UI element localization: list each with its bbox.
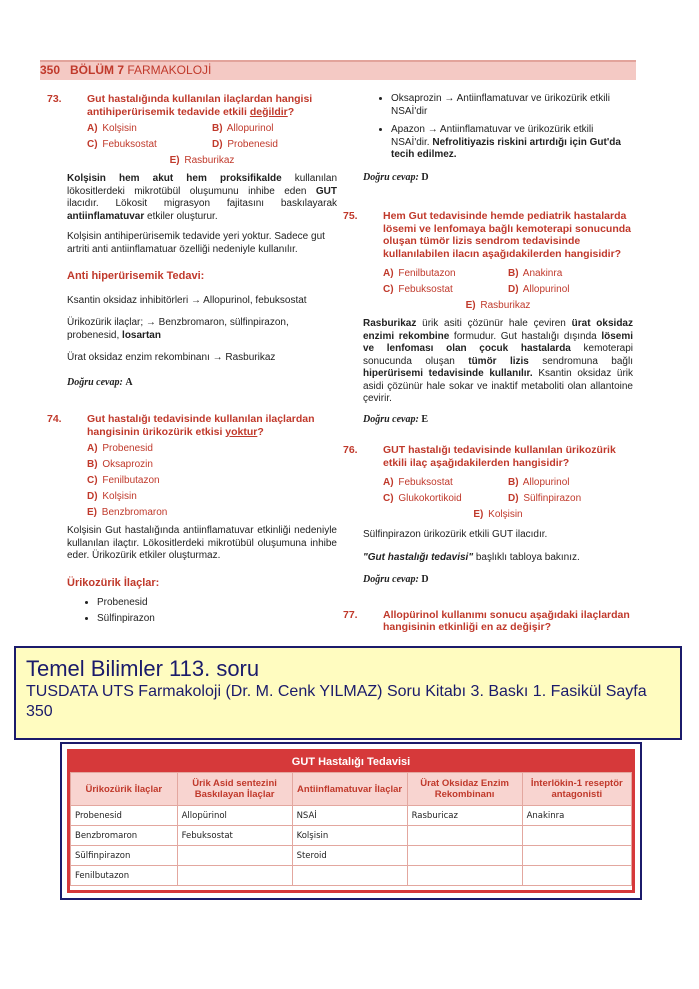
caption-source: TUSDATA UTS Farmakoloji (Dr. M. Cenk YILMAZ) Soru Kitabı 3. Baskı 1. Fasikül Sayfa 350: [26, 683, 647, 720]
page-header: [40, 60, 636, 80]
table-header: İnterlökin-1 reseptör antagonisti: [522, 773, 631, 806]
q75-question: 75. Hem Gut tedavisinde hemde pediatrik hastalarda lösemi ve lenfomaya bağlı kemoterapi sonucunda oluşan tümör lizis sendrom tedavisinde kullanılabilen ilacın aşağıdakilerden hangisidir?: [343, 210, 631, 260]
q73-options: A) Kolşisin B) Allopurinol C) Febuksostat D) Probenesid E) Rasburikaz: [87, 123, 278, 166]
q77-question: 77. Allopürinol kullanımı sonucu aşağıdaki ilaçlardan hangisinin etkinliği en az değişir?: [343, 608, 630, 633]
table-row: [71, 826, 632, 846]
table-cell: NSAİ: [292, 806, 407, 826]
table-header: Antiinflamatuvar İlaçlar: [292, 773, 407, 806]
q74-options: A) Probenesid B) Oksaprozin C) Fenilbutazon D) Kolşisin E) Benzbromaron: [87, 443, 168, 518]
table-cell: Febuksostat: [177, 826, 292, 846]
table-cell: Sülfinpirazon: [71, 846, 178, 866]
source-caption-box: [14, 646, 682, 740]
table-cell: Steroid: [292, 846, 407, 866]
table-header: Ürat Oksidaz Enzim Rekombinanı: [407, 773, 522, 806]
table-cell: [407, 866, 522, 886]
section-heading-uricosuric: Ürikozürik İlaçlar:: [67, 576, 160, 589]
uricosuric-list: [67, 597, 337, 625]
left-column: [47, 93, 338, 628]
q75-explanation: Rasburikaz ürik asiti çözünür hale çeviren ürat oksidaz enzimi rekombine formudur. Gut hastalığı dışında lösemi ve lenfoması olan çocuk hastalarda kemoterapi sonucunda oluşan tümör lizis sendromuna bağlı hiperürisemi tedavisinde kullanılır. Ksantin oksidaz ürik asidi çözünür hale sokar ve inaktif metaboliti olan allantoine çevirir.: [363, 318, 634, 404]
table: [70, 772, 632, 886]
table-cell: [177, 846, 292, 866]
q75-options: A) Fenilbutazon B) Anakinra C) Febuksostat D) Allopurinol E) Rasburikaz: [383, 268, 570, 311]
table-row: [71, 846, 632, 866]
q74-question: 74. Gut hastalığı tedavisinde kullanılan ilaçlardan hangisinin ürikozürik etkisi yoktur?: [47, 413, 315, 438]
gout-treatment-table-frame: [60, 742, 642, 900]
page-number: 350: [40, 63, 61, 77]
section-heading-antihyperuricemic: Anti hiperürisemik Tedavi:: [67, 270, 205, 282]
table-cell: Anakinra: [522, 806, 631, 826]
q75-answer: Doğru cevap: E: [363, 413, 428, 425]
table-cell: Benzbromaron: [71, 826, 178, 846]
list-line: Ksantin oksidaz inhibitörleri → Allopurinol, febuksostat: [67, 294, 307, 306]
gout-treatment-table: [67, 749, 635, 893]
table-header: Ürikozürik İlaçlar: [71, 773, 178, 806]
table-cell: [407, 846, 522, 866]
list-item: • Apazon → Antiinflamatuvar ve ürikozürik etkili NSAİ'dir. Nefrolitiyazis riskini artırdığı için Gut'da tecih edilmez.: [391, 124, 633, 162]
caption-title: Temel Bilimler 113. soru: [26, 656, 260, 681]
table-cell: [522, 866, 631, 886]
table-cell: Probenesid: [71, 806, 178, 826]
table-title: GUT Hastalığı Tedavisi: [70, 752, 632, 772]
list-item: • Sülfinpirazon: [97, 613, 337, 626]
table-header: Ürik Asid sentezini Baskılayan İlaçlar: [177, 773, 292, 806]
table-cell: [522, 846, 631, 866]
table-cell: [522, 826, 631, 846]
q76-explanation: Sülfinpirazon ürikozürik etkili GUT ilacıdır.: [363, 529, 548, 540]
chapter-title: BÖLÜM 7 FARMAKOLOJİ: [70, 63, 212, 77]
table-cell: [292, 866, 407, 886]
list-line: Ürat oksidaz enzim rekombinanı → Rasburikaz: [67, 352, 276, 363]
table-cell: Kolşisin: [292, 826, 407, 846]
table-row: [71, 806, 632, 826]
table-cell: Allopürinol: [177, 806, 292, 826]
table-cell: Fenilbutazon: [71, 866, 178, 886]
right-bullets: [363, 93, 633, 162]
q73-explanation-2: Kolşisin antihiperürisemik tedavide yeri yoktur. Sadece gut artriti anti antiinflamatuar özelliği nedeniyle kullanılır.: [67, 231, 325, 255]
table-cell: Rasburicaz: [407, 806, 522, 826]
q76-answer: Doğru cevap: D: [363, 574, 429, 585]
list-item: • Probenesid: [97, 597, 337, 610]
table-cell: [407, 826, 522, 846]
table-row: [71, 866, 632, 886]
table-header-row: [71, 773, 632, 806]
q76-explanation-2: "Gut hastalığı tedavisi" başlıklı tabloya bakınız.: [363, 551, 580, 563]
list-item: • Oksaprozin → Antiinflamatuvar ve ürikozürik etkili NSAİ'dir: [391, 93, 633, 118]
q73-explanation: Kolşisin hem akut hem proksifikalde kullanılan lökositlerdeki mikrotübül oluşumunu inhibe eden GUT ilacıdır. Lökosit migrasyon fajitasını baskılayarak antiinflamatuvar etkiler oluşturur.: [67, 173, 338, 222]
table-cell: [177, 866, 292, 886]
q74-answer: Doğru cevap: D: [363, 171, 429, 183]
right-column: [343, 93, 634, 634]
q76-options: A) Febuksostat B) Allopurinol C) Glukokortikoid D) Sülfinpirazon E) Kolşisin: [383, 477, 582, 520]
q74-explanation: Kolşisin Gut hastalığında antiinflamatuvar etkinliği nedeniyle kullanılan ilaçtır. Lökositlerdeki mikrotübül oluşumuna inhibe eder. Ürikozürik etkiler oluşturmaz.: [67, 525, 337, 561]
q73-answer: Doğru cevap: A: [67, 376, 133, 388]
list-line: Ürikozürik ilaçlar; → Benzbromaron, sülfinpirazon, probenesid, losartan: [67, 317, 289, 341]
q73-question: 73. Gut hastalığında kullanılan ilaçlardan hangisi antihiperürisemik tedavide etkili değildir?: [47, 93, 313, 118]
q76-question: 76. GUT hastalığı tedavisinde kullanılan ürikozürik etkili ilaç aşağıdakilerden hangisidir?: [343, 444, 616, 469]
